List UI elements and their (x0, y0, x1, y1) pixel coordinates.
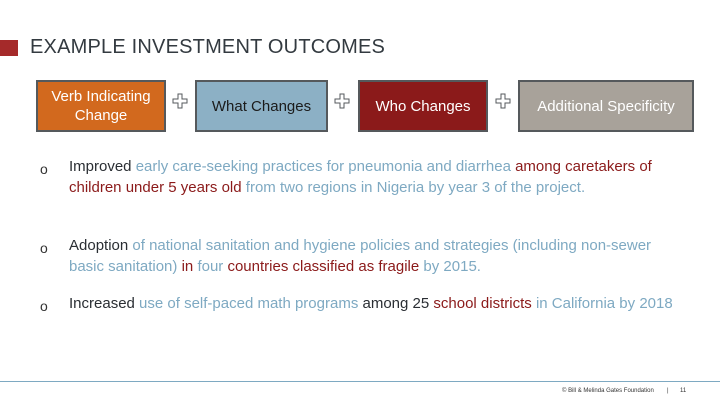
outcome-example-3 (69, 293, 689, 314)
verb-indicating-change-box (36, 80, 166, 132)
who-text: countries classified as fragile (227, 258, 420, 275)
footer-separator: | (667, 388, 669, 394)
bullet-marker: o (40, 161, 48, 177)
footer-divider (0, 381, 720, 382)
outcome-example-2 (69, 235, 689, 277)
specificity-text: in California by 2018 (535, 295, 673, 312)
box-label: What Changes (211, 97, 312, 115)
who-text: school districts (433, 295, 532, 312)
connector-text: in (181, 258, 194, 275)
bullet-marker: o (40, 298, 48, 314)
verb-text: Increased (69, 295, 135, 312)
what-text: use of self-paced math programs (139, 295, 359, 312)
connector-text: among (515, 158, 561, 175)
slide-title: EXAMPLE INVESTMENT OUTCOMES (30, 36, 386, 58)
box-label: Additional Specificity (537, 97, 675, 115)
what-text: early care-seeking practices for pneumonia and diarrhea (135, 158, 511, 175)
connector-text: among 25 (362, 295, 430, 312)
plus-icon (172, 93, 188, 109)
outcome-example-1 (69, 156, 689, 198)
footer-copyright: © Bill & Melinda Gates Foundation (562, 388, 654, 394)
what-text: of national sanitation and hygiene policies and strategies (including non-sewer basic sanitation) (69, 237, 652, 275)
plus-icon (334, 93, 350, 109)
additional-specificity-box (518, 80, 694, 132)
box-label: Verb Indicating Change (51, 88, 151, 124)
specificity-text: by 2015. (423, 258, 481, 275)
specificity-text: from two regions in Nigeria by year 3 of the project. (245, 179, 586, 196)
who-changes-box (358, 80, 488, 132)
plus-icon (495, 93, 511, 109)
box-label: Who Changes (375, 97, 471, 115)
page-number: 11 (680, 388, 687, 394)
who-text: caretakers of children under 5 years old (69, 158, 652, 196)
verb-text: Adoption (69, 237, 129, 254)
count-text: four (197, 258, 224, 275)
title-marker (0, 40, 18, 56)
what-changes-box (195, 80, 328, 132)
bullet-marker: o (40, 240, 48, 256)
verb-text: Improved (69, 158, 132, 175)
